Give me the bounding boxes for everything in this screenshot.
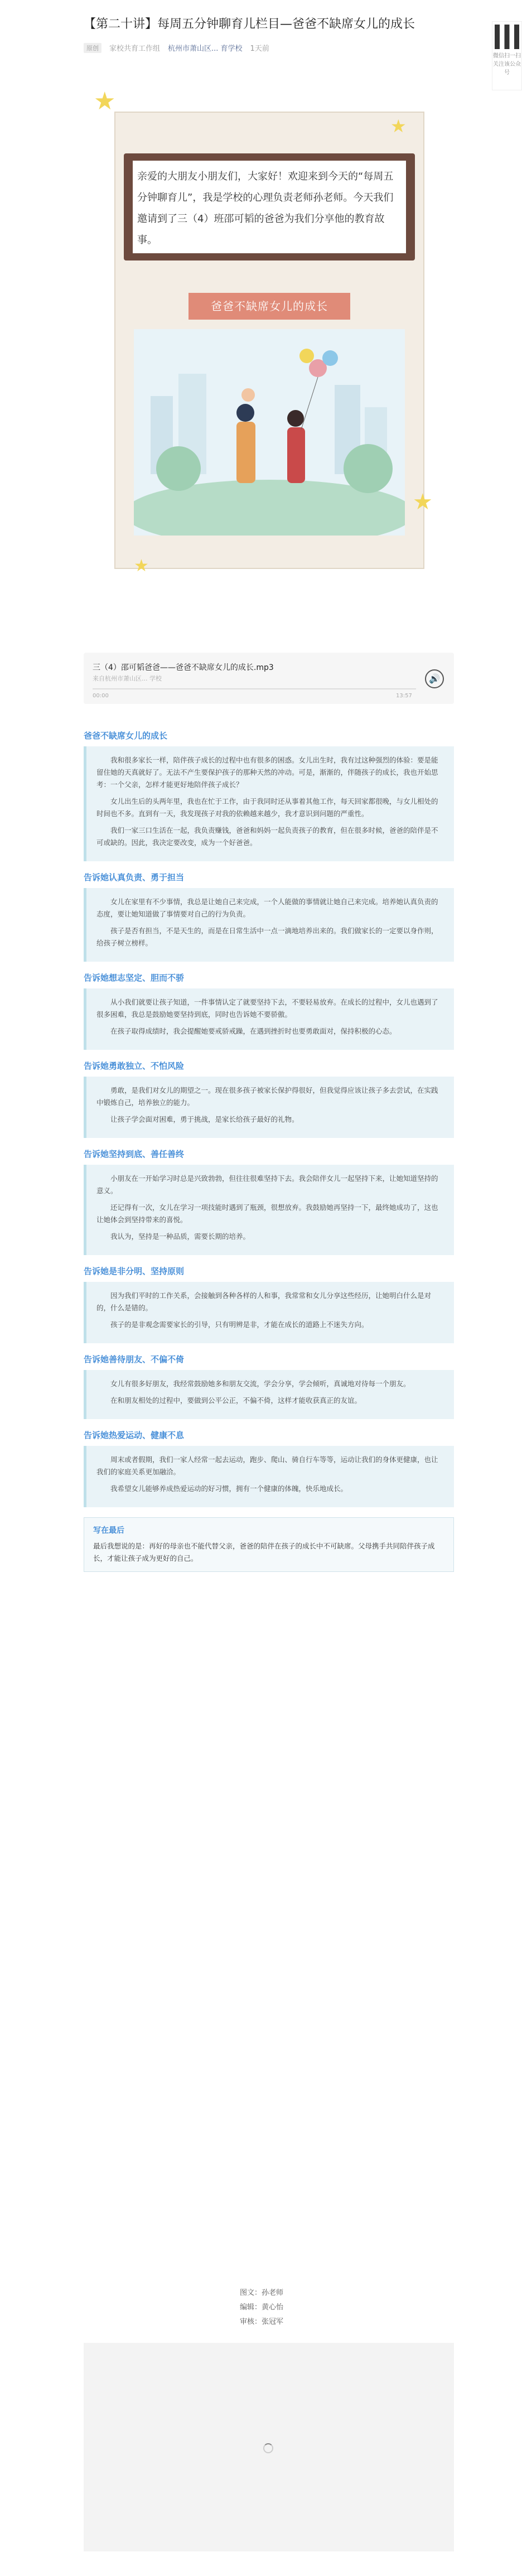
original-tag: 原创 xyxy=(84,43,102,53)
audio-title: 三（4）邵可韬爸爸——爸爸不缺席女儿的成长.mp3 xyxy=(93,663,274,672)
account-link[interactable]: 杭州市萧山区... 育学校 xyxy=(168,45,243,53)
qr-code-icon xyxy=(495,25,519,49)
intro-paragraph: 我们一家三口生活在一起，我负责赚钱，爸爸和妈妈一起负责孩子的教育，但在很多时候，爸爸的陪伴是不可或缺的。因此，我决定要改变，成为一个好爸爸。 xyxy=(96,826,438,847)
section-card xyxy=(84,1165,454,1255)
star-icon: ★ xyxy=(134,556,149,576)
qr-panel xyxy=(492,21,522,90)
section-title: 告诉她善待朋友、不偏不倚 xyxy=(84,1354,185,1364)
section-paragraph: 还记得有一次，女儿在学习一项技能时遇到了瓶颈，很想放弃。我鼓励她再坚持一下，最终她成功了，这也让她体会到坚持带来的喜悦。 xyxy=(96,1203,438,1224)
section-paragraph: 让孩子学会面对困难，勇于挑战，是家长给孩子最好的礼物。 xyxy=(110,1115,299,1123)
final-title: 写在最后 xyxy=(93,1526,124,1535)
section-paragraph: 因为我们平时的工作关系，会接触到各种各样的人和事，我常常和女儿分享这些经历，让她明白什么是对的，什么是错的。 xyxy=(96,1291,432,1312)
section-paragraph: 在孩子取得成绩时，我会提醒她要戒骄戒躁，在遇到挫折时也要勇敢面对，保持积极的心态。 xyxy=(110,1027,397,1035)
audio-play-button[interactable] xyxy=(425,669,444,688)
section-paragraph: 我认为，坚持是一种品质，需要长期的培养。 xyxy=(110,1232,250,1241)
section-card xyxy=(84,1370,454,1419)
section-title: 告诉她想志坚定、胆而不骄 xyxy=(84,973,185,983)
article-title: 【第二十讲】每周五分钟聊育儿栏目—爸爸不缺席女儿的成长 xyxy=(84,17,415,31)
section-paragraph: 孩子的是非观念需要家长的引导，只有明辨是非，才能在成长的道路上不迷失方向。 xyxy=(110,1320,369,1329)
section-paragraph: 勇敢，是我们对女儿的期望之一。现在很多孩子被家长保护得很好，但我觉得应该让孩子多去尝试，在实践中锻炼自己，培养独立的能力。 xyxy=(96,1086,438,1107)
section-card xyxy=(84,888,454,962)
section-paragraph: 孩子是否有担当，不是天生的，而是在日常生活中一点一滴地培养出来的。我们做家长的一定要以身作则，给孩子树立榜样。 xyxy=(96,927,438,947)
section-paragraph: 我希望女儿能够养成热爱运动的好习惯，拥有一个健康的体魄，快乐地成长。 xyxy=(110,1484,348,1493)
audio-progress-bar[interactable] xyxy=(93,688,416,689)
section-title: 告诉她坚持到底、善任善终 xyxy=(84,1149,185,1159)
section-paragraph: 女儿有很多好朋友，我经常鼓励她多和朋友交流，学会分享，学会倾听，真诚地对待每一个朋友。 xyxy=(110,1379,410,1388)
section-paragraph: 在和朋友相处的过程中，要做到公平公正，不偏不倚，这样才能收获真正的友谊。 xyxy=(110,1396,362,1405)
credits xyxy=(240,2286,283,2329)
intro-title: 爸爸不缺席女儿的成长 xyxy=(84,731,168,741)
audio-time-end: 13:57 xyxy=(396,693,412,699)
section-paragraph: 周末或者假期，我们一家人经常一起去运动，跑步、爬山、骑自行车等等，运动让我们的身体更健康，也让我们的家庭关系更加融洽。 xyxy=(96,1455,438,1476)
credit-editor: 编辑：黄心怡 xyxy=(240,2303,284,2312)
final-text: 最后我想说的是：再好的母亲也不能代替父亲，爸爸的陪伴在孩子的成长中不可缺席。父母携手共同陪伴孩子成长，才能让孩子成为更好的自己。 xyxy=(93,1542,435,1562)
audio-source: 来自杭州市萧山区... 学校 xyxy=(93,675,162,682)
star-icon: ★ xyxy=(413,489,433,515)
section-title: 告诉她热爱运动、健康不息 xyxy=(84,1430,185,1440)
audio-player[interactable] xyxy=(84,653,454,704)
final-note xyxy=(84,1517,454,1572)
credit-photo: 图文：孙老师 xyxy=(240,2289,284,2297)
publish-time: 1天前 xyxy=(250,45,269,53)
star-icon: ★ xyxy=(390,115,407,137)
section-title: 告诉她认真负责、勇于担当 xyxy=(84,872,185,882)
section-paragraph: 小朋友在一开始学习时总是兴致勃勃，但往往很难坚持下去。我会陪伴女儿一起坚持下来，让她知道坚持的意义。 xyxy=(96,1174,438,1195)
section-card xyxy=(84,1446,454,1507)
star-icon: ★ xyxy=(94,87,116,115)
poster-banner: 爸爸不缺席女儿的成长 xyxy=(188,293,350,320)
qr-label: 微信扫一扫 关注该公众号 xyxy=(493,53,521,76)
intro-paragraph: 女儿出生后的头两年里，我也在忙于工作，由于我同时还从事着其他工作，每天回家都很晚，与女儿相处的时间也不多。直到有一天，我发现孩子对我的依赖越来越少，我才意识到问题的严重性。 xyxy=(96,797,438,818)
video-player[interactable] xyxy=(84,2343,454,2551)
credit-review: 审核：张冠军 xyxy=(240,2318,284,2326)
audio-time-start: 00:00 xyxy=(93,693,109,699)
section-card xyxy=(84,1077,454,1138)
speaker-icon: 🔊 xyxy=(429,673,440,684)
section-paragraph: 女儿在家里有不少事情，我总是让她自己来完成，一个人能做的事情就让她自己来完成。培养她认真负责的态度，要让她知道做了事情要对自己的行为负责。 xyxy=(96,898,438,918)
article-body xyxy=(84,720,454,1582)
intro-paragraph: 我和很多家长一样，陪伴孩子成长的过程中也有很多的困惑。女儿出生时，我有过这种强烈的体验：要是能留住她的天真就好了。无法不产生要保护孩子的那种天然的冲动。可是，渐渐的，伴随孩子的成长，我也开始思考：一个父亲，怎样才能更好地陪伴孩子成长？ xyxy=(96,756,438,789)
section-title: 告诉她勇敢独立、不怕风险 xyxy=(84,1061,185,1071)
section-card xyxy=(84,988,454,1050)
loading-spinner-icon xyxy=(263,2443,273,2453)
section-title: 告诉她是非分明、坚持原则 xyxy=(84,1266,185,1276)
section-card xyxy=(84,1282,454,1343)
intro-card xyxy=(84,746,454,861)
article-meta xyxy=(84,42,269,53)
family-illustration xyxy=(134,329,405,536)
poster-intro-text: 亲爱的大朋友小朋友们，大家好！欢迎来到今天的“每周五分钟聊育儿”，我是学校的心理负责老师孙老师。今天我们邀请到了三（4）班邵可韬的爸爸为我们分享他的教育故事。 xyxy=(133,161,406,253)
section-paragraph: 从小我们就要让孩子知道，一件事情认定了就要坚持下去，不要轻易放弃。在成长的过程中，女儿也遇到了很多困难，我总是鼓励她要坚持到底，同时也告诉她不要骄傲。 xyxy=(96,998,438,1019)
author: 家校共育工作组 xyxy=(109,45,161,53)
